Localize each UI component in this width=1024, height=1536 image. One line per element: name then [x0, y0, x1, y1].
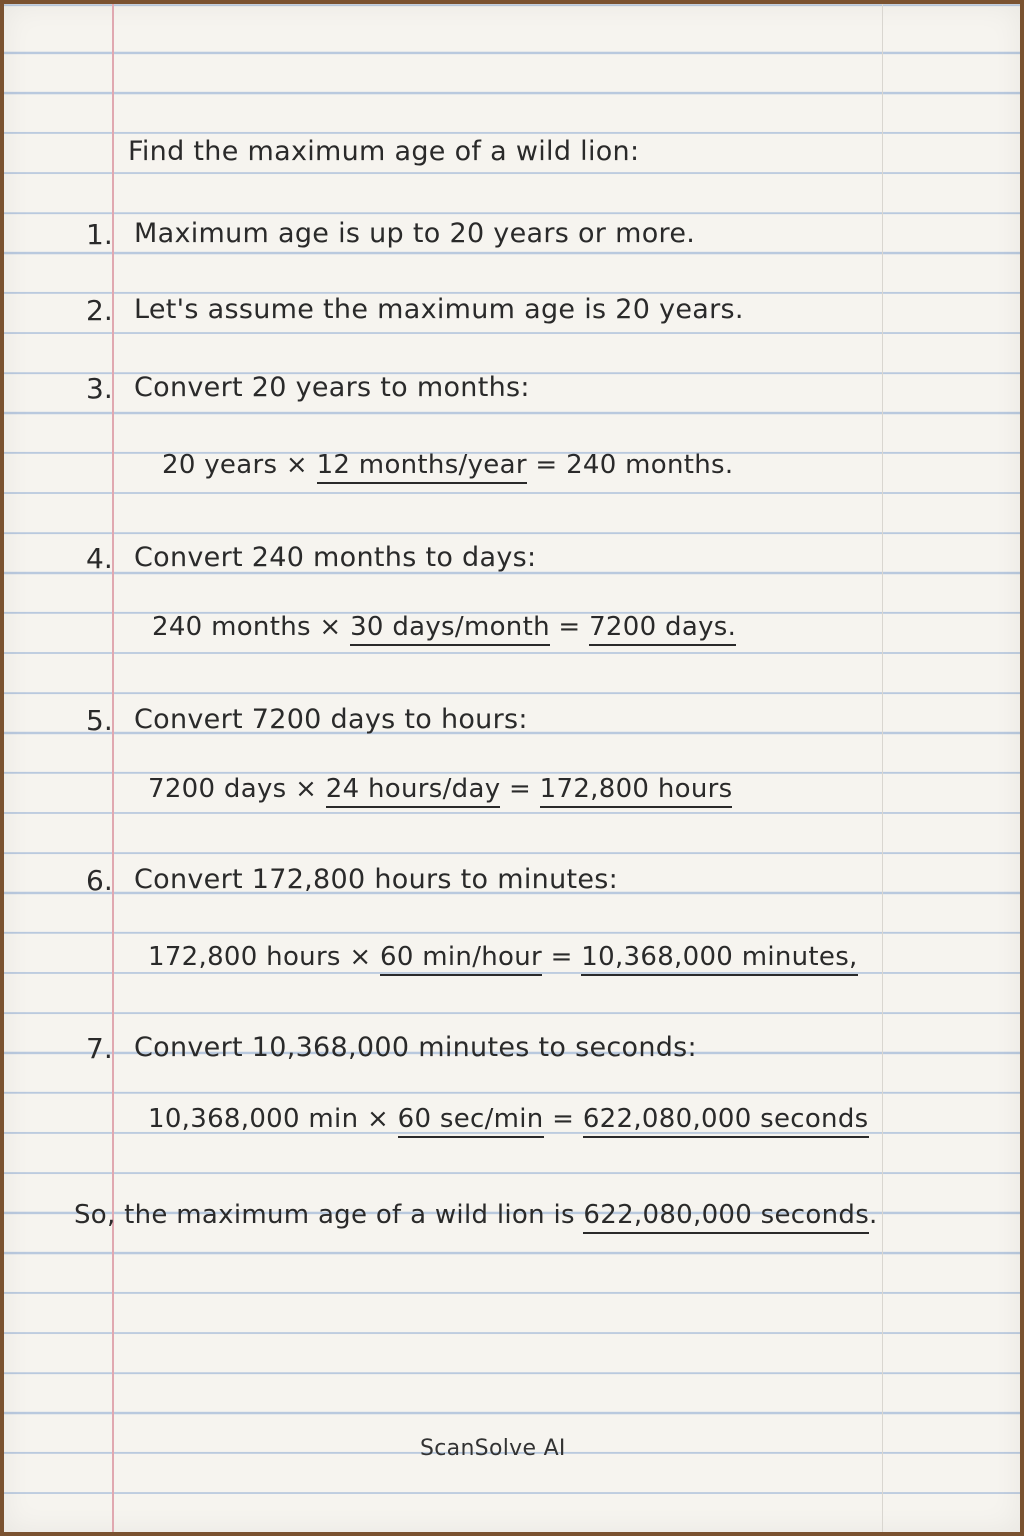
step-number: 2.: [86, 294, 113, 327]
calc-result: 622,080,000 seconds: [583, 1104, 869, 1138]
step-text: Convert 172,800 hours to minutes:: [134, 864, 619, 895]
problem-title: Find the maximum age of a wild lion:: [128, 136, 640, 167]
conversion-factor: 12 months/year: [317, 450, 527, 484]
step-text: Convert 20 years to months:: [134, 372, 530, 403]
calc-result: 7200 days.: [589, 612, 736, 646]
calculation: [148, 942, 858, 972]
calc-result: 240 months.: [566, 450, 734, 480]
final-answer: 622,080,000 seconds: [583, 1200, 869, 1234]
conversion-factor: 60 sec/min: [398, 1104, 544, 1138]
calculation: [148, 774, 732, 804]
equals-sign: =: [535, 450, 558, 480]
times-sign: ×: [366, 1104, 390, 1134]
conclusion: [74, 1200, 878, 1230]
conversion-factor: 60 min/hour: [380, 942, 542, 976]
calculation: [152, 612, 736, 642]
step-number: 6.: [86, 864, 113, 897]
calc-operand: 172,800 hours: [148, 942, 341, 972]
equals-sign: =: [552, 1104, 575, 1134]
times-sign: ×: [295, 774, 318, 804]
step-text: Convert 240 months to days:: [134, 542, 537, 573]
calc-operand: 7200 days: [148, 774, 287, 804]
times-sign: ×: [319, 612, 342, 642]
calculation: [148, 1104, 869, 1134]
equals-sign: =: [558, 612, 581, 642]
step-text: Maximum age is up to 20 years or more.: [134, 218, 696, 249]
step-number: 3.: [86, 372, 113, 405]
conversion-factor: 30 days/month: [350, 612, 550, 646]
step-number: 4.: [86, 542, 113, 575]
step-number: 5.: [86, 704, 113, 737]
times-sign: ×: [285, 450, 308, 480]
conclusion-period: .: [869, 1200, 878, 1230]
conclusion-text: So, the maximum age of a wild lion is: [74, 1200, 575, 1230]
calc-operand: 20 years: [162, 450, 278, 480]
calc-operand: 240 months: [152, 612, 311, 642]
step-text: Convert 10,368,000 minutes to seconds:: [134, 1032, 697, 1063]
notebook-page: [4, 4, 1020, 1532]
step-text: Convert 7200 days to hours:: [134, 704, 528, 735]
calculation: [162, 450, 733, 480]
calc-result: 10,368,000 minutes,: [581, 942, 857, 976]
conversion-factor: 24 hours/day: [326, 774, 501, 808]
right-margin-line: [882, 4, 883, 1532]
step-number: 1.: [86, 218, 113, 251]
brand-watermark: ScanSolve AI: [420, 1436, 566, 1461]
equals-sign: =: [550, 942, 573, 972]
calc-result: 172,800 hours: [540, 774, 733, 808]
step-text: Let's assume the maximum age is 20 years.: [134, 294, 744, 325]
step-number: 7.: [86, 1032, 113, 1065]
times-sign: ×: [349, 942, 372, 972]
calc-operand: 10,368,000 min: [148, 1104, 359, 1134]
equals-sign: =: [508, 774, 532, 804]
